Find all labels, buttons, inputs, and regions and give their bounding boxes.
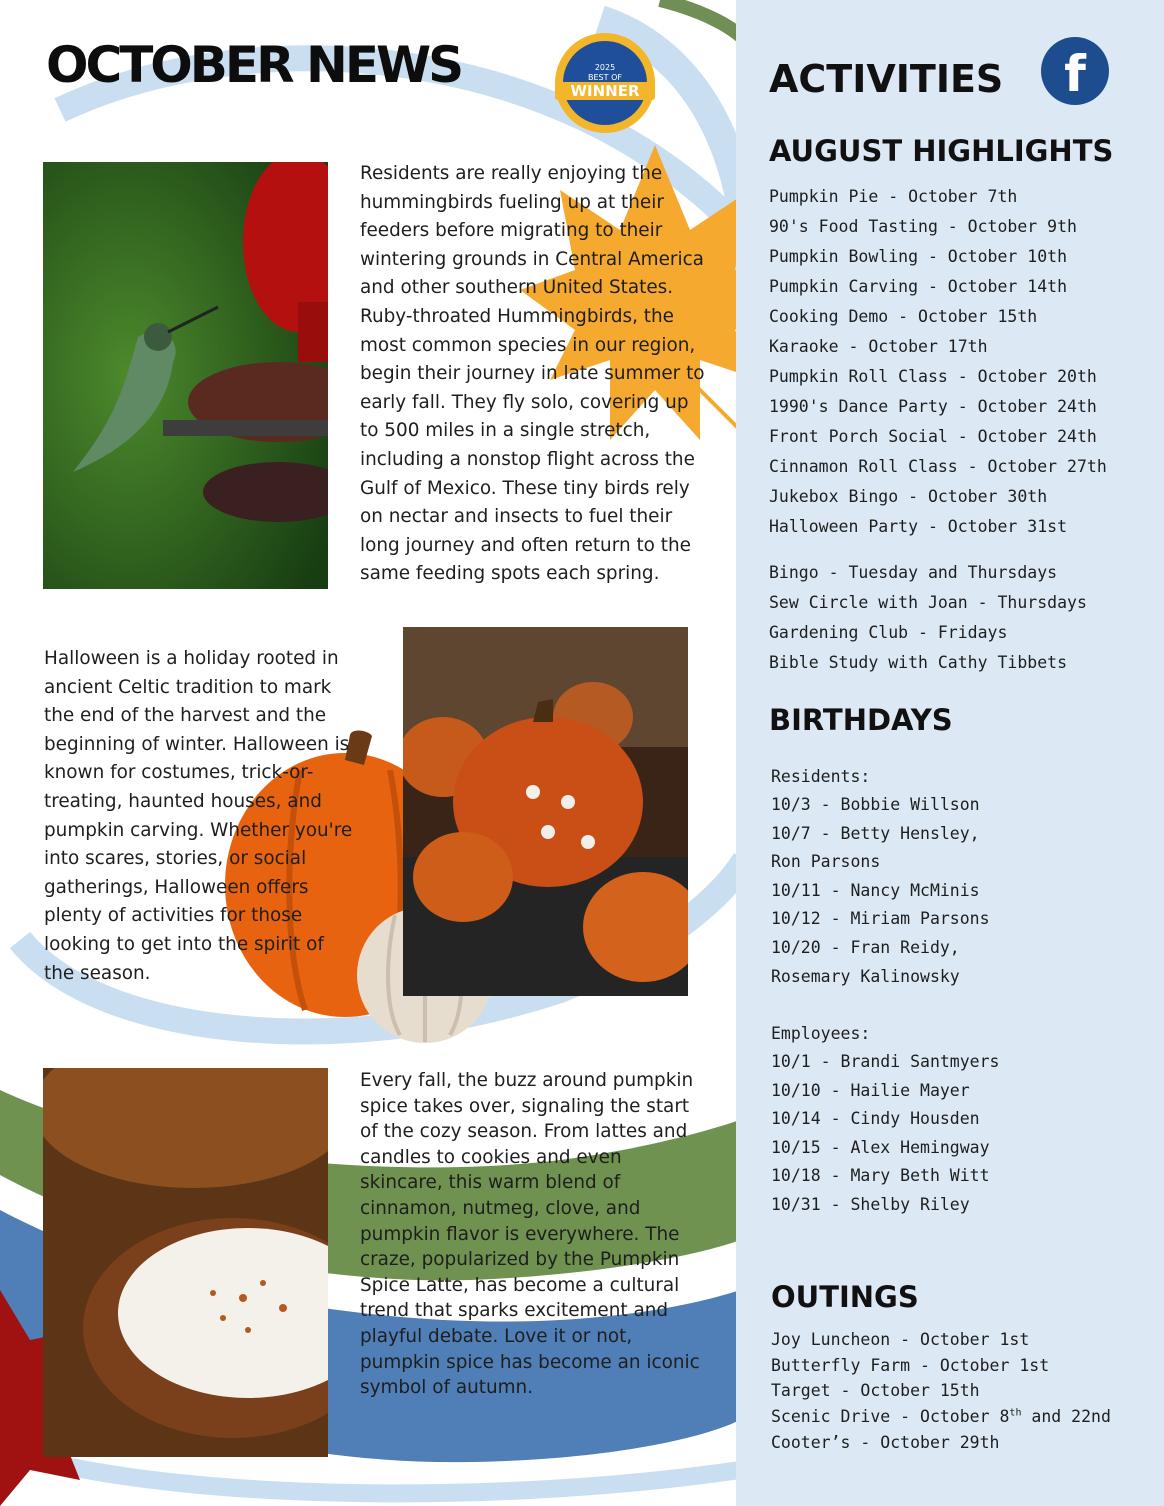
- outing-scenic-drive: Scenic Drive - October 8th and 22nd: [771, 1407, 1111, 1426]
- employee-birthday-item: 10/31 - Shelby Riley: [771, 1194, 970, 1214]
- employee-birthday-item: 10/15 - Alex Hemingway: [771, 1137, 990, 1157]
- highlight-item: 1990's Dance Party - October 24th: [769, 397, 1097, 416]
- recurring-item: Bingo - Tuesday and Thursdays: [769, 563, 1058, 582]
- highlight-item: Pumpkin Carving - October 14th: [769, 277, 1068, 296]
- resident-birthday-item: 10/20 - Fran Reidy,: [771, 937, 960, 957]
- highlights-list: [769, 182, 1107, 542]
- resident-birthday-item: 10/12 - Miriam Parsons: [771, 909, 990, 929]
- highlight-item: Pumpkin Bowling - October 10th: [769, 247, 1068, 266]
- employee-birthday-item: 10/14 - Cindy Housden: [771, 1109, 980, 1129]
- page-title: OCTOBER NEWS: [46, 36, 462, 94]
- hummingbird-photo: [43, 162, 328, 589]
- recurring-item: Sew Circle with Joan - Thursdays: [769, 593, 1087, 612]
- employee-birthday-item: 10/18 - Mary Beth Witt: [771, 1166, 990, 1186]
- facebook-icon[interactable]: f: [1041, 37, 1109, 105]
- outing-item: Target - October 15th: [771, 1381, 980, 1401]
- hummingbird-article: Residents are really enjoying the hummingbirds fueling up at their feeders before migrating to their wintering grounds in Central America and other southern United States. Ruby-throated Hummingbirds, the most common species in our region, begin their journey in late summer to early fall. They fly solo, covering up to 500 miles in a single stretch, including a nonstop flight across the Gulf of Mexico. These tiny birds rely on nectar and insects to fuel their long journey and often return to the same feeding spots each spring.: [360, 163, 705, 585]
- highlight-item: Pumpkin Roll Class - October 20th: [769, 367, 1097, 386]
- badge-winner: WINNER: [570, 82, 640, 100]
- employees-label: Employees:: [771, 1024, 871, 1043]
- highlight-item: Halloween Party - October 31st: [769, 517, 1068, 536]
- birthdays-heading: BIRTHDAYS: [769, 703, 953, 737]
- residents-label: Residents:: [771, 767, 871, 786]
- pumpkin-spice-article: Every fall, the buzz around pumpkin spice takes over, signaling the start of the cozy season. From lattes and candles to cookies and even skincare, this warm blend of cinnamon, nutmeg, clove, and pumpkin flavor is everywhere. The craze, popularized by the Pumpkin Spice Latte, has become a cultural trend that sparks excitement and playful debate. Love it or not, pumpkin spice has become an iconic symbol of autumn.: [360, 1070, 700, 1399]
- recurring-item: Bible Study with Cathy Tibbets: [769, 653, 1068, 672]
- highlight-item: Cooking Demo - October 15th: [769, 307, 1038, 326]
- recurring-item: Gardening Club - Fridays: [769, 623, 1008, 642]
- resident-birthday-item: Ron Parsons: [771, 852, 881, 872]
- employee-birthdays-list: [771, 1048, 999, 1220]
- highlight-item: Karaoke - October 17th: [769, 337, 988, 356]
- outing-cooters: Cooter’s - October 29th: [771, 1433, 1000, 1452]
- outing-item: Butterfly Farm - October 1st: [771, 1355, 1050, 1375]
- resident-birthday-item: 10/11 - Nancy McMinis: [771, 880, 980, 900]
- recurring-activities-list: [769, 558, 1087, 678]
- pumpkins-photo: [403, 627, 688, 996]
- highlights-heading: AUGUST HIGHLIGHTS: [769, 134, 1114, 168]
- award-badge-icon: [545, 25, 665, 145]
- resident-birthdays-list: [771, 791, 990, 991]
- outings-heading: OUTINGS: [771, 1280, 919, 1314]
- resident-birthday-item: 10/7 - Betty Hensley,: [771, 823, 980, 843]
- highlight-item: 90's Food Tasting - October 9th: [769, 217, 1077, 236]
- highlight-item: Pumpkin Pie - October 7th: [769, 187, 1018, 206]
- highlight-item: Cinnamon Roll Class - October 27th: [769, 457, 1107, 476]
- badge-best-of: BEST OF: [588, 73, 622, 82]
- employee-birthday-item: 10/10 - Hailie Mayer: [771, 1080, 970, 1100]
- activities-heading: ACTIVITIES: [769, 57, 1004, 101]
- badge-year: 2025: [594, 63, 616, 72]
- highlight-item: Jukebox Bingo - October 30th: [769, 487, 1048, 506]
- employee-birthday-item: 10/1 - Brandi Santmyers: [771, 1052, 1000, 1071]
- resident-birthday-item: 10/3 - Bobbie Willson: [771, 795, 980, 814]
- outing-item: Joy Luncheon - October 1st: [771, 1330, 1030, 1349]
- halloween-article: Halloween is a holiday rooted in ancient Celtic tradition to mark the end of the harvest and the beginning of winter. Halloween is known for costumes, trick-or-treating, haunted houses, and pumpkin carving. Whether you're into scares, stories, or social gatherings, Halloween offers plenty of activities for those looking to get into the spirit of the season.: [44, 648, 353, 984]
- resident-birthday-item: Rosemary Kalinowsky: [771, 966, 960, 986]
- highlight-item: Front Porch Social - October 24th: [769, 427, 1097, 446]
- outings-list: [771, 1327, 1049, 1404]
- pumpkin-spice-latte-photo: [43, 1068, 328, 1457]
